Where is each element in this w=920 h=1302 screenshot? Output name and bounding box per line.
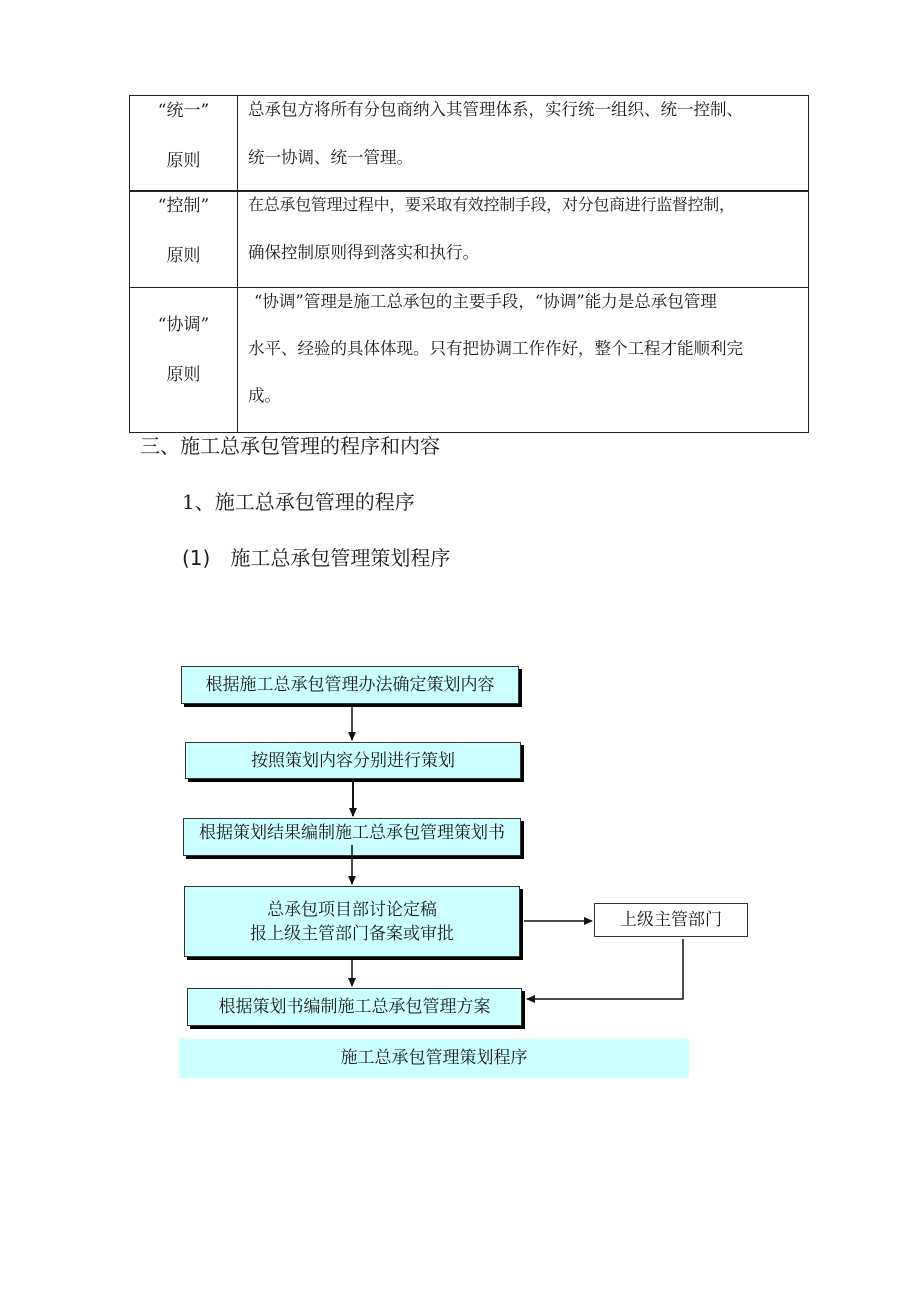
flow-arrow — [527, 939, 683, 999]
subsubsection-heading: (1) 施工总承包管理策划程序 — [182, 546, 451, 570]
principle-desc-line: 水平、经验的具体体现。只有把协调工作作好，整个工程才能顺利完 — [248, 339, 743, 358]
principle-quote: “控制” — [157, 196, 210, 216]
subsection-heading: 1、施工总承包管理的程序 — [182, 490, 415, 514]
flow-step-label: 报上级主管部门备案或审批 — [250, 923, 454, 944]
principle-desc-line: 在总承包管理过程中，要采取有效控制手段，对分包商进行监督控制， — [248, 195, 735, 214]
section-heading: 三、施工总承包管理的程序和内容 — [140, 434, 440, 458]
principle-label: 原则 — [166, 365, 201, 385]
principle-desc-line: “协调”管理是施工总承包的主要手段，“协调”能力是总承包管理 — [254, 292, 717, 311]
principle-desc-line: 成。 — [248, 386, 281, 405]
principle-desc-line: 确保控制原则得到落实和执行。 — [248, 243, 479, 262]
principle-label: 原则 — [166, 151, 201, 171]
principle-desc-line: 统一协调、统一管理。 — [248, 148, 413, 167]
principle-desc-line: 总承包方将所有分包商纳入其管理体系，实行统一组织、统一控制、 — [248, 100, 743, 119]
flow-step-label: 按照策划内容分别进行策划 — [251, 750, 455, 771]
flow-step-label: 根据策划书编制施工总承包管理方案 — [218, 997, 491, 1017]
flowchart-caption: 施工总承包管理策划程序 — [179, 1039, 689, 1078]
flow-side-label: 上级主管部门 — [620, 910, 722, 930]
principle-quote: “协调” — [157, 315, 210, 335]
principle-quote: “统一” — [157, 101, 210, 121]
flow-step-label: 总承包项目部讨论定稿 — [267, 899, 437, 920]
principle-label: 原则 — [166, 246, 201, 266]
flow-step-label: 根据策划结果编制施工总承包管理策划书 — [199, 823, 505, 843]
flow-step-label: 根据施工总承包管理办法确定策划内容 — [205, 675, 495, 695]
